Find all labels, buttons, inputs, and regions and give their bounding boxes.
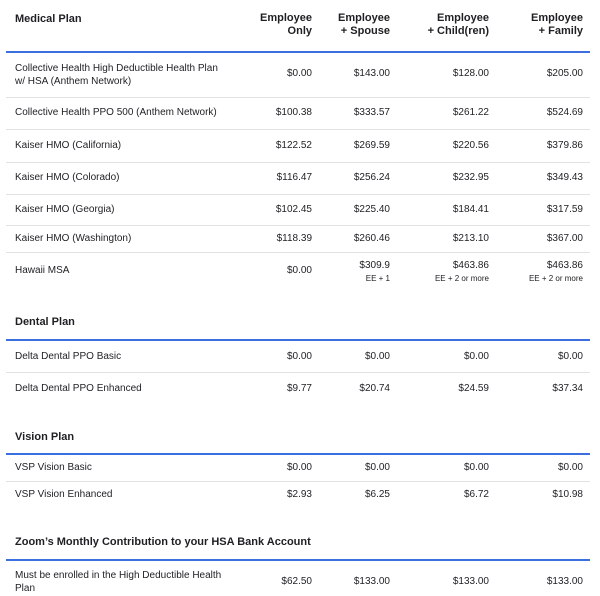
- cost-cell: $220.56: [452, 140, 489, 151]
- cost-cell: $0.00: [364, 351, 390, 362]
- hsa-contribution-title: Zoom’s Monthly Contribution to your HSA Bank Account: [15, 536, 311, 548]
- cost-cell: $256.24: [353, 172, 390, 183]
- cost-cell: $133.00: [353, 576, 390, 587]
- table-row: [6, 569, 590, 596]
- cost-cell: $6.25: [364, 489, 390, 500]
- cost-cell: $184.41: [452, 204, 489, 215]
- cost-cell: $10.98: [552, 489, 583, 500]
- section-divider: [6, 453, 590, 455]
- cost-cell: $213.10: [452, 233, 489, 244]
- row-divider: [6, 372, 590, 373]
- table-row: [6, 382, 590, 396]
- cost-cell: $20.74: [359, 383, 390, 394]
- cost-cell: $367.00: [546, 233, 583, 244]
- table-row: [6, 350, 590, 364]
- cost-cell: $349.43: [546, 172, 583, 183]
- section-divider: [6, 559, 590, 561]
- cost-cell: $37.34: [552, 383, 583, 394]
- cost-cell: $0.00: [286, 462, 312, 473]
- table-row: [6, 203, 590, 217]
- cost-cell: $225.40: [353, 204, 390, 215]
- tier-note: EE + 2 or more: [434, 274, 489, 283]
- cost-cell: $118.39: [276, 233, 312, 244]
- cost-cell: $205.00: [546, 68, 583, 79]
- cost-cell: $6.72: [463, 489, 489, 500]
- table-row: [6, 139, 590, 153]
- row-divider: [6, 97, 590, 98]
- plan-name: Collective Health PPO 500 (Anthem Network): [15, 107, 217, 118]
- cost-cell: $100.38: [275, 107, 312, 118]
- cost-cell: $102.45: [275, 204, 312, 215]
- cost-cell: $0.00: [557, 462, 583, 473]
- row-divider: [6, 252, 590, 253]
- cost-cell: $0.00: [557, 351, 583, 362]
- cost-cell: $269.59: [353, 140, 390, 151]
- cost-cell: $2.93: [286, 489, 312, 500]
- cost-cell: $0.00: [286, 351, 312, 362]
- cost-cell: $463.86 EE + 2 or more: [528, 260, 583, 283]
- table-row: [6, 232, 590, 246]
- plan-name: Collective Health High Deductible Health Plan w/ HSA (Anthem Network): [15, 63, 218, 87]
- plan-name: Delta Dental PPO Enhanced: [15, 383, 142, 394]
- table-row: [6, 171, 590, 185]
- plan-name: VSP Vision Basic: [15, 462, 92, 473]
- dental-header-row: [6, 316, 590, 330]
- cost-cell: $333.57: [353, 107, 390, 118]
- cost-cell: $143.00: [353, 68, 390, 79]
- plan-name: Kaiser HMO (Georgia): [15, 204, 115, 215]
- plan-name: Hawaii MSA: [15, 265, 70, 276]
- plan-name: Must be enrolled in the High Deductible Health Plan: [15, 570, 222, 594]
- cost-cell: $463.86 EE + 2 or more: [434, 260, 489, 283]
- section-divider: [6, 339, 590, 341]
- cost-cell: $9.77: [286, 383, 312, 394]
- cost-cell: $133.00: [546, 576, 583, 587]
- plan-name: Delta Dental PPO Basic: [15, 351, 122, 362]
- cost-cell: $0.00: [463, 351, 489, 362]
- medical-header-row: [6, 12, 590, 42]
- medical-plan-title: Medical Plan: [15, 13, 82, 25]
- column-header-employee-family: Employee + Family: [531, 12, 583, 37]
- table-row: [6, 106, 590, 120]
- plan-name: Kaiser HMO (Colorado): [15, 172, 120, 183]
- column-header-employee-children: Employee + Child(ren): [427, 12, 489, 37]
- plan-name: Kaiser HMO (California): [15, 140, 122, 151]
- row-divider: [6, 129, 590, 130]
- table-row: [6, 488, 590, 502]
- cost-cell: $133.00: [452, 576, 489, 587]
- cost-cell: $317.59: [546, 204, 583, 215]
- tier-note: EE + 2 or more: [528, 274, 583, 283]
- table-row: [6, 259, 590, 285]
- cost-cell: $0.00: [286, 68, 312, 79]
- cost-cell: $379.86: [546, 140, 583, 151]
- cost-cell: $62.50: [281, 576, 312, 587]
- cost-cell: $0.00: [286, 265, 312, 276]
- tier-note: EE + 1: [365, 274, 390, 283]
- plan-name: VSP Vision Enhanced: [15, 489, 113, 500]
- table-row: [6, 62, 590, 90]
- cost-cell: $232.95: [452, 172, 489, 183]
- column-header-employee-spouse: Employee + Spouse: [338, 12, 390, 37]
- row-divider: [6, 194, 590, 195]
- row-divider: [6, 162, 590, 163]
- table-row: [6, 461, 590, 475]
- cost-cell: $524.69: [546, 107, 583, 118]
- cost-cell: $122.52: [275, 140, 312, 151]
- cost-cell: $24.59: [458, 383, 489, 394]
- vision-header-row: [6, 431, 590, 445]
- cost-cell: $309.9 EE + 1: [359, 260, 390, 283]
- cost-cell: $0.00: [463, 462, 489, 473]
- cost-cell: $261.22: [452, 107, 489, 118]
- dental-plan-title: Dental Plan: [15, 316, 75, 328]
- plan-name: Kaiser HMO (Washington): [15, 233, 132, 244]
- vision-plan-title: Vision Plan: [15, 431, 75, 443]
- cost-cell: $116.47: [276, 172, 312, 183]
- cost-cell: $128.00: [452, 68, 489, 79]
- hsa-header-row: [6, 536, 590, 550]
- row-divider: [6, 225, 590, 226]
- cost-cell: $260.46: [353, 233, 390, 244]
- cost-cell: $0.00: [364, 462, 390, 473]
- column-header-employee-only: Employee Only: [260, 12, 312, 37]
- row-divider: [6, 481, 590, 482]
- section-divider: [6, 51, 590, 53]
